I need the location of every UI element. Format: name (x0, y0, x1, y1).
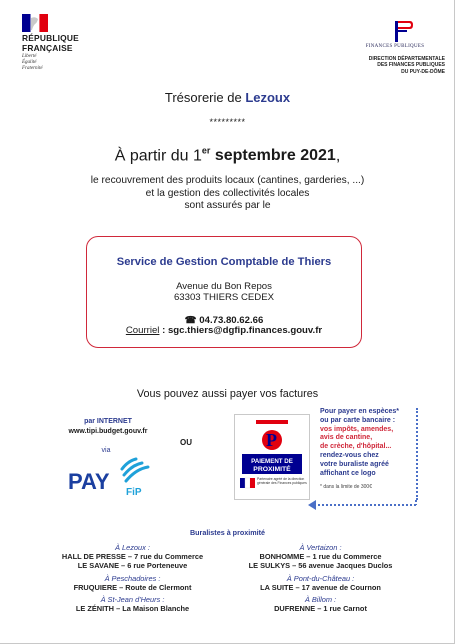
finances-publiques-logo (390, 18, 416, 44)
svg-text:FiP: FiP (126, 487, 142, 497)
town-label: À Peschadoires : (104, 573, 161, 583)
town-label: À Billom : (304, 595, 337, 605)
proximite-description: Pour payer en espèces* ou par carte bancaire : vos impôts, amendes, avis de cantine, de crèche, d'hôpital... rendez-vous chez votre buraliste agréé affichant ce logo * dans la limite de 300€ (320, 408, 410, 492)
title-city: Lezoux (245, 90, 291, 105)
marianne-logo (22, 14, 48, 32)
shop-item: BONHOMME – 1 rue du Commerce (259, 552, 382, 562)
dotted-divider (416, 408, 418, 500)
svg-text:PAIEMENT DE: PAIEMENT DE (251, 458, 293, 465)
cash-limit-note: * dans la limite de 300€ (320, 484, 372, 491)
svg-text:PAY: PAY (68, 469, 110, 494)
or-label: OU (180, 438, 192, 447)
finances-publiques-label: FINANCES PUBLIQUES (365, 44, 425, 49)
town-label: À Lezoux : (115, 543, 150, 552)
shop-item: DUFRENNE – 1 rue Carnot (274, 604, 367, 614)
town-label: À Pont-du-Château : (286, 573, 355, 583)
paiement-proximite-logo: P PAIEMENT DE PROXIMITÉ Partenaire agréé de la direction générale des Finances publiques (234, 414, 310, 500)
shop-item: LE SAVANE – 6 rue Porteneuve (77, 561, 188, 571)
buralistes-heading: Buralistes à proximité (189, 528, 266, 537)
shop-item: LA SUITE – 17 avenue de Cournon (260, 582, 381, 592)
town-label: À St-Jean d'Heurs : (100, 595, 165, 605)
tipi-url: www.tipi.budget.gouv.fr (68, 428, 148, 435)
svg-text:P: P (266, 430, 277, 450)
service-phone: ☎ 04.73.80.62.66 (184, 315, 264, 326)
payfip-logo (64, 455, 150, 497)
buralistes-right-column (218, 543, 423, 613)
internet-label: par INTERNET (84, 418, 132, 425)
buralistes-left-column (30, 543, 235, 613)
town-label: À Vertaizon : (299, 543, 342, 552)
pay-also-heading: Vous pouvez aussi payer vos factures (136, 388, 319, 400)
shop-item: FRUQUIERE – Route de Clermont (73, 582, 192, 592)
republic-motto: Liberté Égalité Fraternité (22, 54, 43, 71)
shop-item: HALL DE PRESSE – 7 rue du Commerce (61, 552, 204, 562)
announcement-text: le recouvrement des produits locaux (cantines, garderies, ...) et la gestion des collectivités locales sont assurés par le (90, 175, 365, 212)
service-name: Service de Gestion Comptable de Thiers (116, 256, 332, 268)
service-email: Courriel : sgc.thiers@dgfip.finances.gouv.fr (125, 325, 323, 336)
shop-item: LE ZÉNITH – La Maison Blanche (75, 604, 190, 614)
start-date-heading: À partir du 1er septembre 2021, (114, 146, 341, 165)
via-label: via (101, 447, 111, 454)
direction-label: DIRECTION DÉPARTEMENTALE DES FINANCES PUBLIQUES DU PUY-DE-DÔME (368, 56, 445, 75)
service-address: Avenue du Bon Repos 63303 THIERS CEDEX (173, 281, 275, 303)
pointer-arrow-icon (304, 496, 418, 514)
service-contact-card (86, 236, 362, 348)
shop-item: LE SULKYS – 56 avenue Jacques Duclos (248, 561, 393, 571)
page-title: Trésorerie de Lezoux (164, 90, 291, 105)
separator-stars: ********* (209, 117, 246, 127)
svg-text:PROXIMITÉ: PROXIMITÉ (253, 466, 291, 473)
republique-francaise-title: RÉPUBLIQUE FRANÇAISE (22, 33, 79, 53)
